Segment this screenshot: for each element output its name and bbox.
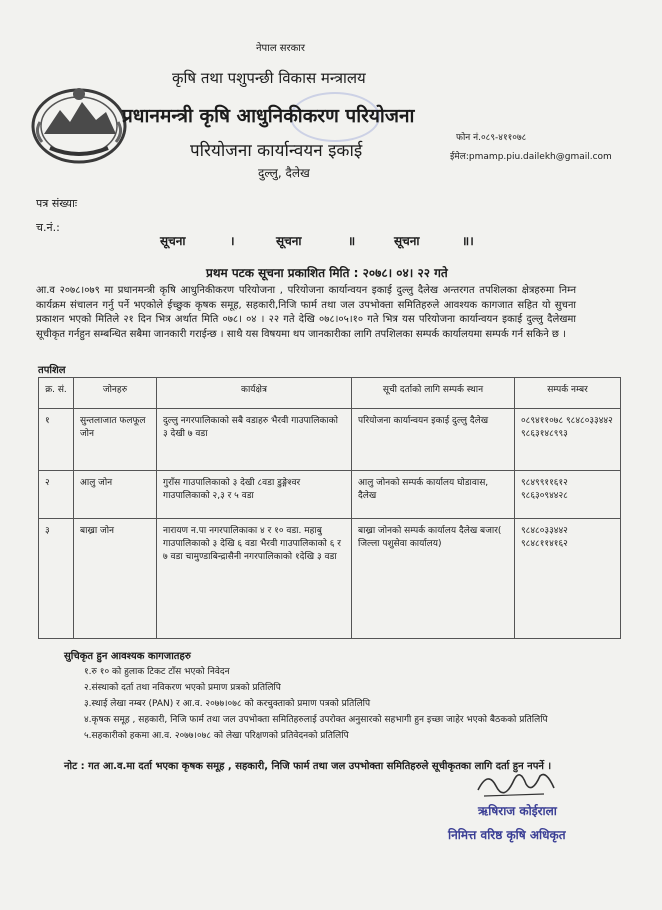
- notice-word: सूचना: [394, 234, 420, 248]
- office-email: ईमेल:pmamp.piu.dailekh@gmail.com: [450, 152, 612, 162]
- documents-list: [84, 664, 564, 744]
- row-contact-place: बाख्रा जोनको सम्पर्क कार्यालय दैलेख बजार( जिल्ला पशुसेवा कार्यालय): [352, 519, 515, 639]
- notice-separator: ॥।: [462, 234, 474, 248]
- publish-date: प्रथम पटक सूचना प्रकाशित मिति : २०७८। ०४। २२ गते: [206, 266, 448, 280]
- list-item: ५.सहकारीको हकमा आ.व. २०७७।०७८ को लेखा परिक्षणको प्रतिवेदनको प्रतिलिपि: [84, 731, 349, 741]
- row-area: दुल्लु नगरपालिकाको सबै वडाहरु भैरवी गाउपालिकाको ३ देखी ७ वडा: [157, 409, 352, 471]
- government-name: नेपाल सरकार: [256, 43, 305, 54]
- list-item: ३.स्थाई लेखा नम्बर (PAN) र आ.व. २०७७।०७८ को करचुक्ताको प्रमाण पत्रको प्रतिलिपि: [84, 699, 371, 709]
- list-item: १.रु १० को हुलाक टिकट टाँस भएको निवेदन: [84, 667, 230, 677]
- col-contact-place: सूची दर्ताको लागि सम्पर्क स्थान: [352, 378, 515, 409]
- row-contact-number: ९८४८०३३४४२ ९८४८११४१६२: [515, 519, 621, 639]
- office-phone: फोन नं.०८९-४११०७८: [456, 133, 527, 143]
- col-area: कार्यक्षेत्र: [157, 378, 352, 409]
- row-area: गुराँस गाउपालिकाको ३ देखी ८वडा डुङ्गेश्वर गाउपालिकाको २,३ र ५ वडा: [157, 471, 352, 519]
- row-contact-number: ०८९४११०७८ ९८४८०३३४४२ ९८६३१४८९९३: [515, 409, 621, 471]
- ministry-name: कृषि तथा पशुपन्छी विकास मन्त्रालय: [172, 69, 366, 87]
- row-zone: आलु जोन: [74, 471, 157, 519]
- table-row: [39, 471, 621, 519]
- col-zone: जोनहरु: [74, 378, 157, 409]
- unit-name: परियोजना कार्यान्वयन इकाई: [190, 141, 363, 161]
- office-location: दुल्लु, दैलेख: [258, 166, 310, 180]
- notice-word: सूचना: [160, 234, 186, 248]
- dispatch-number-label: च.नं.:: [36, 221, 60, 234]
- zones-table: [38, 377, 621, 639]
- row-area: नारायण न.पा नगरपालिकाका ४ र १० वडा. महाबु गाउपालिकाको ३ देखि ६ वडा भैरवी गाउपालिकाको ६ र ७ वडा चामुण्डाबिन्द्रासैनी नगरपालिकाको १देखि ३ वडा: [157, 519, 352, 639]
- table-row: [39, 519, 621, 639]
- signatory-post: निमित्त वरिष्ठ कृषि अधिकृत: [448, 828, 566, 842]
- row-zone: बाख्रा जोन: [74, 519, 157, 639]
- table-row: [39, 409, 621, 471]
- table-header-row: [39, 378, 621, 409]
- row-zone: सुन्तलाजात फलफूल जोन: [74, 409, 157, 471]
- col-contact-number: सम्पर्क नम्बर: [515, 378, 621, 409]
- row-contact-number: ९८४९९११६१२ ९८६३०९४४२८: [515, 471, 621, 519]
- notice-body: आ.व २०७८।०७९ मा प्रधानमन्त्री कृषि आधुनिकीकरण परियोजना , परियोजना कार्यान्वयन इकाई दुल्लु दैलेख अन्तरगत तपशिलका क्षेत्रहरुमा निम्न कार्यक्रम संचालन गर्नु पर्ने भएकोले ईच्छुक कृषक समूह, सहकारी,निजि फार्म तथा जल उपभोक्ता समितिहरुले आवश्यक कागजात सहित यो सुचना प्रकाशन भएको मितिले २१ दिन भित्र अर्थात मिति ०७८। ०४ । २२ गते देखि ०७८।०५।१० गते भित्र यस परियोजना कार्यान्वयन इकाई दुल्लु दैलेखमा सूचीकृत गर्नहुन सम्बन्धित सबैमा जानकारी गराईन्छ । साथै यस विषयमा थप जानकारीका लागि तपशिलका सम्पर्क कार्यालयमा सम्पर्क गर्न सकिने छ ।: [36, 285, 576, 340]
- project-name: प्रधानमन्त्री कृषि आधुनिकीकरण परियोजना: [122, 105, 415, 127]
- handwritten-signature: [474, 766, 564, 800]
- row-contact-place: आलु जोनको सम्पर्क कार्यालय घोडावास, दैलेख: [352, 471, 515, 519]
- row-serial: २: [39, 471, 74, 519]
- notice-word: सूचना: [276, 234, 302, 248]
- row-serial: १: [39, 409, 74, 471]
- col-serial: क्र. सं.: [39, 378, 74, 409]
- letter-number-label: पत्र संख्याः: [36, 197, 78, 210]
- notice-separator: ॥: [348, 234, 356, 248]
- signatory-name: ऋषिराज कोईराला: [478, 804, 557, 818]
- details-heading: तपशिल: [38, 365, 66, 376]
- nepal-emblem-logo: [30, 82, 128, 164]
- documents-heading: सुचिकृत हुन आवश्यक कागजातहरु: [64, 651, 191, 662]
- note-text: नोट : गत आ.व.मा दर्ता भएका कृषक समूह , सहकारी, निजि फार्म तथा जल उपभोक्ता समितिहरुले सूचीकृतका लागि दर्ता हुन नपर्ने ।: [64, 761, 552, 772]
- list-item: ४.कृषक समूह , सहकारी, निजि फार्म तथा जल उपभोक्ता समितिहरुलाई उपरोक्त अनुसारको सहभागी हुन इच्छा जाहेर भएको बैठकको प्रतिलिपि: [84, 715, 548, 725]
- row-contact-place: परियोजना कार्यान्वयन इकाई दुल्लु दैलेख: [352, 409, 515, 471]
- notice-separator: ।: [230, 234, 235, 248]
- row-serial: ३: [39, 519, 74, 639]
- list-item: २.संस्थाको दर्ता तथा नविकरण भएको प्रमाण प्रत्रको प्रतिलिपि: [84, 683, 281, 693]
